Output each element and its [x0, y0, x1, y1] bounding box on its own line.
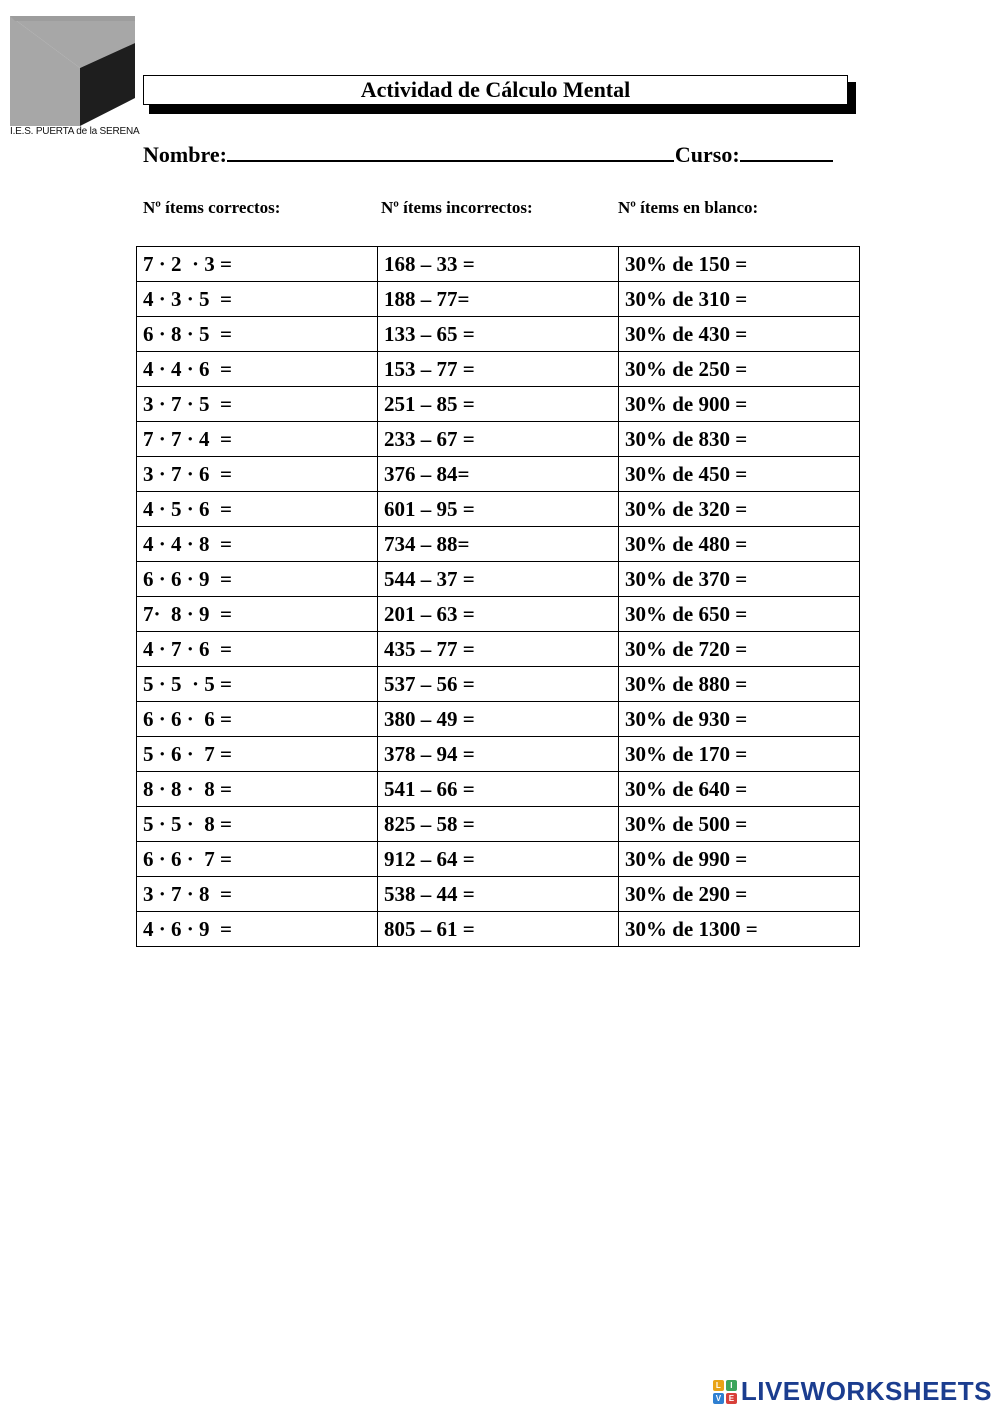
multiplication-cell: 7 · 7 · 4 = — [137, 422, 378, 457]
percentage-cell: 30% de 900 = — [619, 387, 860, 422]
subtraction-cell: 133 – 65 = — [378, 317, 619, 352]
name-label: Nombre: — [143, 142, 227, 167]
name-field[interactable] — [227, 142, 674, 162]
percentage-cell: 30% de 480 = — [619, 527, 860, 562]
multiplication-cell: 7· 8 · 9 = — [137, 597, 378, 632]
multiplication-cell: 5 · 5 · 5 = — [137, 667, 378, 702]
table-row — [137, 282, 860, 317]
table-row — [137, 247, 860, 282]
percentage-cell: 30% de 1300 = — [619, 912, 860, 947]
table-row — [137, 807, 860, 842]
table-row — [137, 737, 860, 772]
multiplication-cell: 4 · 6 · 9 = — [137, 912, 378, 947]
page-title — [143, 75, 848, 105]
name-course-line — [143, 142, 833, 168]
percentage-cell: 30% de 500 = — [619, 807, 860, 842]
table-row — [137, 457, 860, 492]
table-row — [137, 667, 860, 702]
subtraction-cell: 601 – 95 = — [378, 492, 619, 527]
table-row — [137, 352, 860, 387]
liveworksheets-logo-icon — [713, 1380, 737, 1404]
percentage-cell: 30% de 370 = — [619, 562, 860, 597]
percentage-cell: 30% de 640 = — [619, 772, 860, 807]
blank-items-label: Nº ítems en blanco: — [618, 198, 759, 217]
subtraction-cell: 378 – 94 = — [378, 737, 619, 772]
percentage-cell: 30% de 310 = — [619, 282, 860, 317]
percentage-cell: 30% de 320 = — [619, 492, 860, 527]
table-row — [137, 492, 860, 527]
subtraction-cell: 435 – 77 = — [378, 632, 619, 667]
percentage-cell: 30% de 450 = — [619, 457, 860, 492]
percentage-cell: 30% de 930 = — [619, 702, 860, 737]
subtraction-cell: 537 – 56 = — [378, 667, 619, 702]
course-label: Curso: — [674, 142, 740, 167]
percentage-cell: 30% de 250 = — [619, 352, 860, 387]
subtraction-cell: 380 – 49 = — [378, 702, 619, 737]
multiplication-cell: 4 · 4 · 6 = — [137, 352, 378, 387]
multiplication-cell: 8 · 8 · 8 = — [137, 772, 378, 807]
percentage-cell: 30% de 990 = — [619, 842, 860, 877]
multiplication-cell: 6 · 8 · 5 = — [137, 317, 378, 352]
multiplication-cell: 3 · 7 · 6 = — [137, 457, 378, 492]
multiplication-cell: 6 · 6 · 7 = — [137, 842, 378, 877]
multiplication-cell: 5 · 5 · 8 = — [137, 807, 378, 842]
percentage-cell: 30% de 830 = — [619, 422, 860, 457]
table-row — [137, 912, 860, 947]
table-row — [137, 387, 860, 422]
percentage-cell: 30% de 290 = — [619, 877, 860, 912]
multiplication-cell: 7 · 2 · 3 = — [137, 247, 378, 282]
brand-text: LIVEWORKSHEETS — [740, 1376, 992, 1406]
table-row — [137, 317, 860, 352]
subtraction-cell: 153 – 77 = — [378, 352, 619, 387]
percentage-cell: 30% de 170 = — [619, 737, 860, 772]
table-row — [137, 772, 860, 807]
percentage-cell: 30% de 430 = — [619, 317, 860, 352]
mark-letter: V — [713, 1393, 724, 1404]
percentage-cell: 30% de 650 = — [619, 597, 860, 632]
table-row — [137, 527, 860, 562]
multiplication-cell: 3 · 7 · 5 = — [137, 387, 378, 422]
table-row — [137, 422, 860, 457]
multiplication-cell: 4 · 5 · 6 = — [137, 492, 378, 527]
cube-logo-icon — [10, 16, 136, 128]
subtraction-cell: 541 – 66 = — [378, 772, 619, 807]
mark-letter: L — [713, 1380, 724, 1391]
percentage-cell: 30% de 720 = — [619, 632, 860, 667]
school-logo — [10, 16, 136, 138]
subtraction-cell: 188 – 77= — [378, 282, 619, 317]
course-field[interactable] — [740, 142, 833, 162]
subtraction-cell: 201 – 63 = — [378, 597, 619, 632]
subtraction-cell: 825 – 58 = — [378, 807, 619, 842]
percentage-cell: 30% de 880 = — [619, 667, 860, 702]
correct-items-label: Nº ítems correctos: — [143, 198, 281, 217]
table-row — [137, 562, 860, 597]
subtraction-cell: 805 – 61 = — [378, 912, 619, 947]
multiplication-cell: 4 · 3 · 5 = — [137, 282, 378, 317]
subtraction-cell: 251 – 85 = — [378, 387, 619, 422]
subtraction-cell: 912 – 64 = — [378, 842, 619, 877]
table-row — [137, 597, 860, 632]
exercises-table — [136, 246, 860, 947]
logo-caption: I.E.S. PUERTA de la SERENA — [10, 126, 140, 137]
multiplication-cell: 6 · 6 · 9 = — [137, 562, 378, 597]
multiplication-cell: 6 · 6 · 6 = — [137, 702, 378, 737]
multiplication-cell: 5 · 6 · 7 = — [137, 737, 378, 772]
table-row — [137, 877, 860, 912]
mark-letter: I — [726, 1380, 737, 1391]
incorrect-items-label: Nº ítems incorrectos: — [381, 198, 533, 217]
multiplication-cell: 4 · 4 · 8 = — [137, 527, 378, 562]
table-row — [137, 632, 860, 667]
subtraction-cell: 544 – 37 = — [378, 562, 619, 597]
multiplication-cell: 4 · 7 · 6 = — [137, 632, 378, 667]
table-row — [137, 702, 860, 737]
subtraction-cell: 538 – 44 = — [378, 877, 619, 912]
mark-letter: E — [726, 1393, 737, 1404]
subtraction-cell: 734 – 88= — [378, 527, 619, 562]
subtraction-cell: 168 – 33 = — [378, 247, 619, 282]
table-row — [137, 842, 860, 877]
multiplication-cell: 3 · 7 · 8 = — [137, 877, 378, 912]
subtraction-cell: 233 – 67 = — [378, 422, 619, 457]
page-title-text: Actividad de Cálculo Mental — [360, 77, 631, 102]
percentage-cell: 30% de 150 = — [619, 247, 860, 282]
liveworksheets-brand — [713, 1376, 992, 1407]
subtraction-cell: 376 – 84= — [378, 457, 619, 492]
